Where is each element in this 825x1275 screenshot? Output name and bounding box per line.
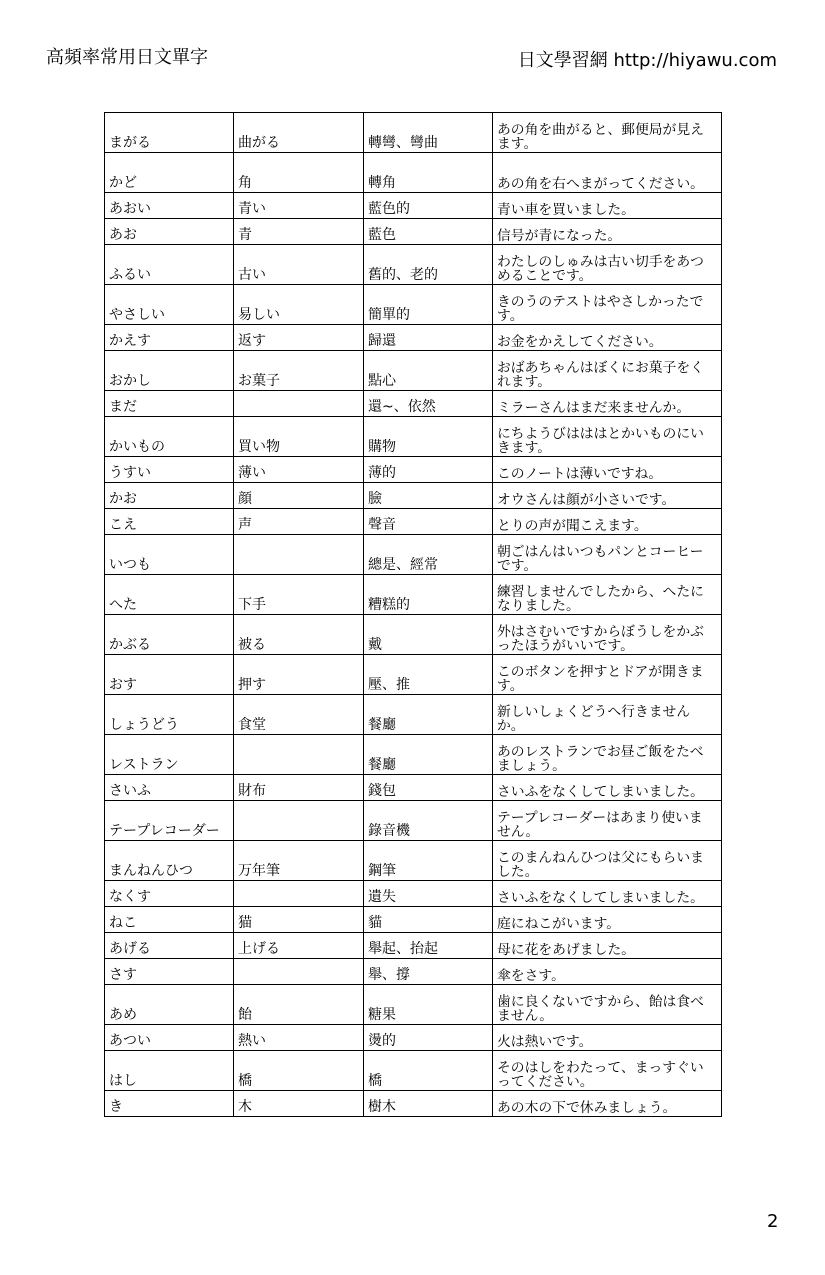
table-row bbox=[105, 483, 722, 509]
kanji-cell: 易しい bbox=[234, 285, 364, 325]
example-cell: 信号が青になった。 bbox=[493, 219, 722, 245]
example-cell: 母に花をあげました。 bbox=[493, 933, 722, 959]
example-cell: さいふをなくしてしまいました。 bbox=[493, 881, 722, 907]
table-row bbox=[105, 575, 722, 615]
table-row bbox=[105, 457, 722, 483]
document-title: 高頻率常用日文單字 bbox=[46, 47, 208, 68]
example-cell: そのはしをわたって、まっすぐいってください。 bbox=[493, 1051, 722, 1091]
example-cell: さいふをなくしてしまいました。 bbox=[493, 775, 722, 801]
example-cell: 練習しませんでしたから、へたになりました。 bbox=[493, 575, 722, 615]
table-row bbox=[105, 775, 722, 801]
kanji-cell: 声 bbox=[234, 509, 364, 535]
table-row bbox=[105, 985, 722, 1025]
table-row bbox=[105, 959, 722, 985]
example-cell: 外はさむいですからぼうしをかぶったほうがいいです。 bbox=[493, 615, 722, 655]
table-row bbox=[105, 113, 722, 153]
meaning-cell: 錢包 bbox=[364, 775, 493, 801]
kanji-cell bbox=[234, 735, 364, 775]
table-row bbox=[105, 193, 722, 219]
table-row bbox=[105, 417, 722, 457]
table-row bbox=[105, 695, 722, 735]
example-cell: このまんねんひつは父にもらいました。 bbox=[493, 841, 722, 881]
example-cell: 庭にねこがいます。 bbox=[493, 907, 722, 933]
kanji-cell: 角 bbox=[234, 153, 364, 193]
kanji-cell: 下手 bbox=[234, 575, 364, 615]
table-row bbox=[105, 655, 722, 695]
meaning-cell: 糟糕的 bbox=[364, 575, 493, 615]
meaning-cell: 藍色的 bbox=[364, 193, 493, 219]
page-number: 2 bbox=[767, 1211, 779, 1232]
meaning-cell: 聲音 bbox=[364, 509, 493, 535]
kanji-cell: 青い bbox=[234, 193, 364, 219]
table-row bbox=[105, 907, 722, 933]
vocabulary-table bbox=[104, 112, 722, 1117]
example-cell: オウさんは顔が小さいです。 bbox=[493, 483, 722, 509]
reading-cell: おかし bbox=[105, 351, 234, 391]
reading-cell: ねこ bbox=[105, 907, 234, 933]
kanji-cell: 買い物 bbox=[234, 417, 364, 457]
example-cell: おばあちゃんはぼくにお菓子をくれます。 bbox=[493, 351, 722, 391]
meaning-cell: 舊的、老的 bbox=[364, 245, 493, 285]
meaning-cell: 購物 bbox=[364, 417, 493, 457]
kanji-cell: 古い bbox=[234, 245, 364, 285]
reading-cell: ふるい bbox=[105, 245, 234, 285]
example-cell: わたしのしゅみは古い切手をあつめることです。 bbox=[493, 245, 722, 285]
reading-cell: やさしい bbox=[105, 285, 234, 325]
meaning-cell: 還~、依然 bbox=[364, 391, 493, 417]
reading-cell: まだ bbox=[105, 391, 234, 417]
kanji-cell: 上げる bbox=[234, 933, 364, 959]
kanji-cell bbox=[234, 801, 364, 841]
meaning-cell: 薄的 bbox=[364, 457, 493, 483]
meaning-cell: 遺失 bbox=[364, 881, 493, 907]
table-row bbox=[105, 509, 722, 535]
reading-cell: うすい bbox=[105, 457, 234, 483]
meaning-cell: 貓 bbox=[364, 907, 493, 933]
kanji-cell: 曲がる bbox=[234, 113, 364, 153]
table-row bbox=[105, 153, 722, 193]
table-row bbox=[105, 245, 722, 285]
meaning-cell: 戴 bbox=[364, 615, 493, 655]
table-row bbox=[105, 535, 722, 575]
kanji-cell bbox=[234, 535, 364, 575]
meaning-cell: 燙的 bbox=[364, 1025, 493, 1051]
kanji-cell: 猫 bbox=[234, 907, 364, 933]
example-cell: とりの声が聞こえます。 bbox=[493, 509, 722, 535]
reading-cell: あおい bbox=[105, 193, 234, 219]
reading-cell: かお bbox=[105, 483, 234, 509]
reading-cell: あげる bbox=[105, 933, 234, 959]
example-cell: このノートは薄いですね。 bbox=[493, 457, 722, 483]
example-cell: このボタンを押すとドアが開きます。 bbox=[493, 655, 722, 695]
kanji-cell: 返す bbox=[234, 325, 364, 351]
kanji-cell: お菓子 bbox=[234, 351, 364, 391]
meaning-cell: 轉彎、彎曲 bbox=[364, 113, 493, 153]
table-row bbox=[105, 615, 722, 655]
example-cell: 新しいしょくどうへ行きませんか。 bbox=[493, 695, 722, 735]
reading-cell: かいもの bbox=[105, 417, 234, 457]
reading-cell: いつも bbox=[105, 535, 234, 575]
kanji-cell bbox=[234, 959, 364, 985]
reading-cell: へた bbox=[105, 575, 234, 615]
kanji-cell: 橋 bbox=[234, 1051, 364, 1091]
meaning-cell: 樹木 bbox=[364, 1091, 493, 1117]
reading-cell: レストラン bbox=[105, 735, 234, 775]
reading-cell: あめ bbox=[105, 985, 234, 1025]
example-cell: 青い車を買いました。 bbox=[493, 193, 722, 219]
example-cell: テープレコーダーはあまり使いません。 bbox=[493, 801, 722, 841]
example-cell: にちようびはははとかいものにいきます。 bbox=[493, 417, 722, 457]
example-cell: 歯に良くないですから、飴は食べません。 bbox=[493, 985, 722, 1025]
kanji-cell bbox=[234, 391, 364, 417]
table-row bbox=[105, 325, 722, 351]
reading-cell: あつい bbox=[105, 1025, 234, 1051]
table-row bbox=[105, 391, 722, 417]
table-row bbox=[105, 933, 722, 959]
table-row bbox=[105, 735, 722, 775]
meaning-cell: 轉角 bbox=[364, 153, 493, 193]
kanji-cell: 飴 bbox=[234, 985, 364, 1025]
meaning-cell: 錄音機 bbox=[364, 801, 493, 841]
example-cell: あの角を曲がると、郵便局が見えます。 bbox=[493, 113, 722, 153]
reading-cell: テープレコーダー bbox=[105, 801, 234, 841]
example-cell: あの角を右へまがってください。 bbox=[493, 153, 722, 193]
table-row bbox=[105, 1025, 722, 1051]
meaning-cell: 歸還 bbox=[364, 325, 493, 351]
kanji-cell: 食堂 bbox=[234, 695, 364, 735]
reading-cell: さいふ bbox=[105, 775, 234, 801]
kanji-cell: 木 bbox=[234, 1091, 364, 1117]
meaning-cell: 舉、撐 bbox=[364, 959, 493, 985]
example-cell: あの木の下で休みましょう。 bbox=[493, 1091, 722, 1117]
kanji-cell: 被る bbox=[234, 615, 364, 655]
reading-cell: さす bbox=[105, 959, 234, 985]
reading-cell: かぶる bbox=[105, 615, 234, 655]
reading-cell: かえす bbox=[105, 325, 234, 351]
kanji-cell: 青 bbox=[234, 219, 364, 245]
reading-cell: かど bbox=[105, 153, 234, 193]
table-row bbox=[105, 219, 722, 245]
site-attribution: 日文學習網 http://hiyawu.com bbox=[517, 50, 777, 71]
kanji-cell: 万年筆 bbox=[234, 841, 364, 881]
example-cell: ミラーさんはまだ来ませんか。 bbox=[493, 391, 722, 417]
meaning-cell: 藍色 bbox=[364, 219, 493, 245]
meaning-cell: 簡單的 bbox=[364, 285, 493, 325]
example-cell: お金をかえしてください。 bbox=[493, 325, 722, 351]
kanji-cell: 財布 bbox=[234, 775, 364, 801]
meaning-cell: 點心 bbox=[364, 351, 493, 391]
example-cell: 傘をさす。 bbox=[493, 959, 722, 985]
table-row bbox=[105, 351, 722, 391]
kanji-cell: 押す bbox=[234, 655, 364, 695]
example-cell: 朝ごはんはいつもパンとコーヒーです。 bbox=[493, 535, 722, 575]
meaning-cell: 糖果 bbox=[364, 985, 493, 1025]
kanji-cell: 薄い bbox=[234, 457, 364, 483]
reading-cell: なくす bbox=[105, 881, 234, 907]
table-row bbox=[105, 841, 722, 881]
example-cell: 火は熱いです。 bbox=[493, 1025, 722, 1051]
meaning-cell: 鋼筆 bbox=[364, 841, 493, 881]
table-row bbox=[105, 801, 722, 841]
reading-cell: き bbox=[105, 1091, 234, 1117]
reading-cell: おす bbox=[105, 655, 234, 695]
vocabulary-table-body bbox=[105, 113, 722, 1117]
example-cell: あのレストランでお昼ご飯をたべましょう。 bbox=[493, 735, 722, 775]
table-row bbox=[105, 1051, 722, 1091]
kanji-cell: 熱い bbox=[234, 1025, 364, 1051]
reading-cell: はし bbox=[105, 1051, 234, 1091]
meaning-cell: 餐廳 bbox=[364, 735, 493, 775]
kanji-cell: 顔 bbox=[234, 483, 364, 509]
meaning-cell: 餐廳 bbox=[364, 695, 493, 735]
reading-cell: こえ bbox=[105, 509, 234, 535]
meaning-cell: 總是、經常 bbox=[364, 535, 493, 575]
example-cell: きのうのテストはやさしかったです。 bbox=[493, 285, 722, 325]
reading-cell: あお bbox=[105, 219, 234, 245]
meaning-cell: 舉起、抬起 bbox=[364, 933, 493, 959]
table-row bbox=[105, 285, 722, 325]
reading-cell: まがる bbox=[105, 113, 234, 153]
kanji-cell bbox=[234, 881, 364, 907]
meaning-cell: 臉 bbox=[364, 483, 493, 509]
meaning-cell: 橋 bbox=[364, 1051, 493, 1091]
table-row bbox=[105, 1091, 722, 1117]
meaning-cell: 壓、推 bbox=[364, 655, 493, 695]
reading-cell: まんねんひつ bbox=[105, 841, 234, 881]
table-row bbox=[105, 881, 722, 907]
reading-cell: しょうどう bbox=[105, 695, 234, 735]
